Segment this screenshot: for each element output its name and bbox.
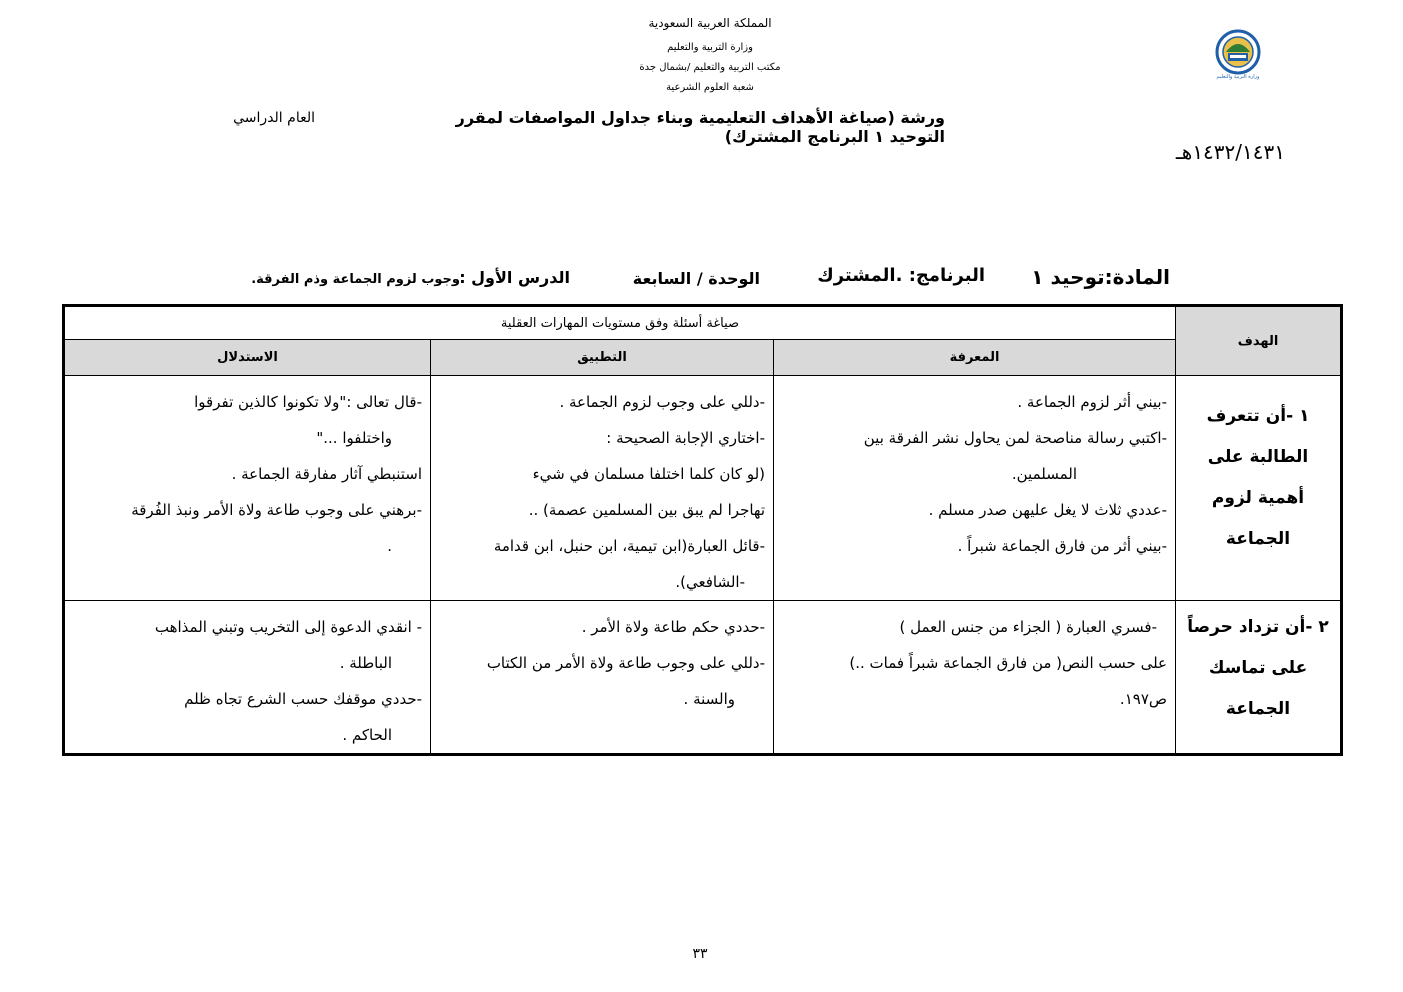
knowledge-header: المعرفة <box>774 340 1176 376</box>
table-row <box>64 601 1342 755</box>
logo-caption: وزارة التربية والتعليم <box>1216 74 1260 80</box>
department-line: شعبة العلوم الشرعية <box>666 82 754 93</box>
skills-group-header: صياغة أسئلة وفق مستويات المهارات العقلية <box>64 306 1176 340</box>
knowledge-item: -عددي ثلاث لا يغل عليهن صدر مسلم . <box>928 501 1168 519</box>
knowledge-item: على حسب النص( من فارق الجماعة شبراً فمات ..) <box>849 654 1168 672</box>
application-item: -اختاري الإجابة الصحيحة : <box>606 429 766 447</box>
goal-line: ٢ -أن تزداد حرصاً <box>1187 617 1329 637</box>
reasoning-item: استنبطي آثار مفارقة الجماعة . <box>231 465 423 483</box>
goal-line: الجماعة <box>1225 699 1291 719</box>
unit-label: الوحدة / السابعة <box>632 269 760 288</box>
lesson-label: الدرس الأول : <box>459 268 570 287</box>
reasoning-header: الاستدلال <box>64 340 431 376</box>
ministry-line: وزارة التربية والتعليم <box>667 42 753 53</box>
application-item: والسنة . <box>683 690 736 708</box>
application-item: تهاجرا لم يبق بين المسلمين عصمة) .. <box>528 501 766 519</box>
application-item: -دللي على وجوب طاعة ولاة الأمر من الكتاب <box>486 654 766 672</box>
knowledge-item: ص١٩٧. <box>1119 690 1168 708</box>
goal-line: الطالبة على <box>1207 447 1309 467</box>
reasoning-item: -حددي موقفك حسب الشرع تجاه ظلم <box>184 690 423 708</box>
goal-line: على تماسك <box>1208 658 1308 678</box>
knowledge-item: -فسري العبارة ( الجزاء من جنس العمل ) <box>899 618 1158 636</box>
reasoning-item: - انقدي الدعوة إلى التخريب وتبني المذاهب <box>154 618 423 636</box>
reasoning-item: الباطلة . <box>339 654 393 672</box>
application-item: -الشافعي). <box>675 573 746 591</box>
subject-label: المادة:توحيد ١ <box>1031 265 1170 289</box>
program-label: البرنامج: .المشترك <box>817 265 985 286</box>
goal-line: الجماعة <box>1225 529 1291 549</box>
office-line: مكتب التربية والتعليم /بشمال جدة <box>639 62 781 73</box>
knowledge-item: -بيني أثر من فارق الجماعة شبراً . <box>957 537 1168 555</box>
application-item: -دللي على وجوب لزوم الجماعة . <box>559 393 766 411</box>
knowledge-item: -بيني أثر لزوم الجماعة . <box>1017 393 1168 411</box>
application-item: -قائل العبارة(ابن تيمية، ابن حنبل، ابن قدامة <box>493 537 766 555</box>
reasoning-item: واختلفوا ..." <box>316 429 393 447</box>
kingdom-line: المملكة العربية السعودية <box>648 16 772 30</box>
knowledge-item: -اكتبي رسالة مناصحة لمن يحاول نشر الفرقة بين <box>863 429 1168 447</box>
ministry-logo <box>1212 28 1264 86</box>
lesson-title: وجوب لزوم الجماعة وذم الفرقة. <box>251 272 460 287</box>
table-row <box>64 376 1342 601</box>
page-number: ٣٣ <box>692 946 708 962</box>
workshop-title: ورشة (صياغة الأهداف التعليمية وبناء جداول المواصفات لمقرر التوحيد ١ البرنامج المشترك) <box>455 108 945 146</box>
reasoning-item: . <box>387 537 393 555</box>
reasoning-item: الحاكم . <box>342 726 393 744</box>
objectives-table <box>62 304 1343 756</box>
application-header: التطبيق <box>431 340 774 376</box>
application-item: (لو كان كلما اختلفا مسلمان في شيء <box>532 465 766 483</box>
goal-line: أهمية لزوم <box>1211 488 1305 508</box>
hijri-year: ١٤٣٢/١٤٣١هـ <box>1175 140 1285 164</box>
reasoning-item: -برهني على وجوب طاعة ولاة الأمر ونبذ الفُرقة <box>131 501 423 519</box>
reasoning-item: -قال تعالى :"ولا تكونوا كالذين تفرقوا <box>194 393 423 411</box>
academic-year-label: العام الدراسي <box>233 110 315 126</box>
application-item: -حددي حكم طاعة ولاة الأمر . <box>581 618 766 636</box>
goal-header: الهدف <box>1176 306 1342 376</box>
knowledge-item: المسلمين. <box>1011 465 1078 483</box>
goal-line: ١ -أن تتعرف <box>1206 406 1310 426</box>
